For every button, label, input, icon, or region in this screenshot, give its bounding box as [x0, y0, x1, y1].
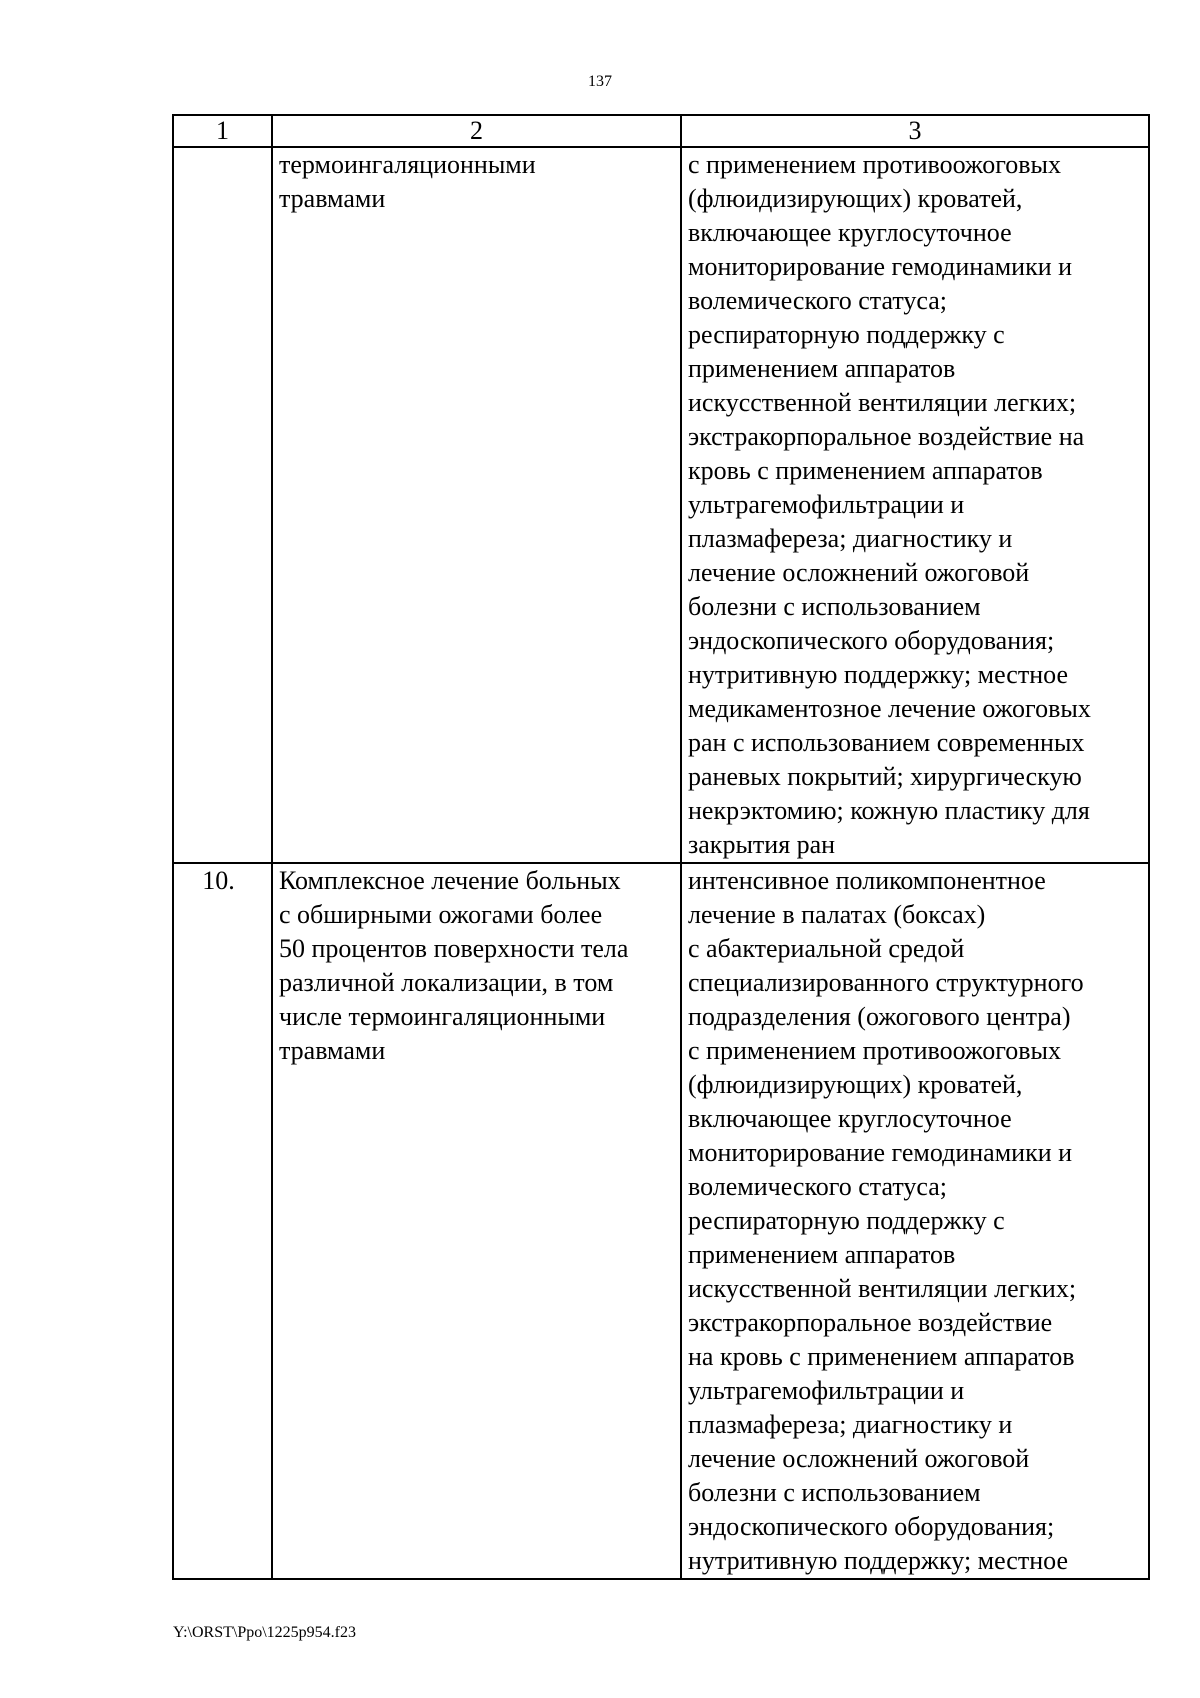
- treatment-description-line: экстракорпоральное воздействие: [688, 1308, 1053, 1337]
- treatment-description-line: нутритивную поддержку; местное: [688, 660, 1068, 689]
- page-number: 137: [588, 73, 612, 90]
- document-table: [172, 114, 1150, 1580]
- treatment-description-line: экстракорпоральное воздействие на: [688, 422, 1085, 451]
- treatment-name-cell: [272, 863, 681, 1579]
- treatment-description-line: эндоскопического оборудования;: [688, 1512, 1055, 1541]
- column-header-2: 2: [272, 115, 681, 147]
- treatment-description-line: нутритивную поддержку; местное: [688, 1546, 1068, 1575]
- treatment-description-line: эндоскопического оборудования;: [688, 626, 1055, 655]
- treatment-description-line: включающее круглосуточное: [688, 218, 1012, 247]
- treatment-description-line: закрытия ран: [688, 830, 836, 859]
- treatment-description-line: ультрагемофильтрации и: [688, 490, 965, 519]
- treatment-name-cell: [272, 147, 681, 863]
- treatment-description-line: плазмафереза; диагностику и: [688, 1410, 1013, 1439]
- treatment-description-line: некрэктомию; кожную пластику для: [688, 796, 1090, 825]
- treatment-description-line: искусственной вентиляции легких;: [688, 388, 1077, 417]
- treatment-description-line: болезни с использованием: [688, 592, 981, 621]
- treatment-name-line: термоингаляционными: [279, 150, 536, 179]
- treatment-description-line: медикаментозное лечение ожоговых: [688, 694, 1091, 723]
- treatment-description-line: интенсивное поликомпонентное: [688, 866, 1046, 895]
- treatment-name-line: травмами: [279, 184, 386, 213]
- treatment-description-cell: [681, 147, 1149, 863]
- row-number-cell: [173, 147, 272, 863]
- treatment-description-line: специализированного структурного: [688, 968, 1084, 997]
- treatment-name-line: травмами: [279, 1036, 386, 1065]
- treatment-description-line: мониторирование гемодинамики и: [688, 252, 1073, 281]
- treatment-name-line: Комплексное лечение больных: [279, 866, 621, 895]
- treatment-description-line: раневых покрытий; хирургическую: [688, 762, 1082, 791]
- treatment-description-line: применением аппаратов: [688, 1240, 956, 1269]
- treatment-description-line: лечение в палатах (боксах): [688, 900, 986, 929]
- column-header-3: 3: [681, 115, 1149, 147]
- table-row: [173, 147, 1149, 863]
- treatment-description-line: плазмафереза; диагностику и: [688, 524, 1013, 553]
- treatment-description-line: подразделения (ожогового центра): [688, 1002, 1071, 1031]
- treatment-description-cell: [681, 863, 1149, 1579]
- table-header-row: [173, 115, 1149, 147]
- treatment-description-line: лечение осложнений ожоговой: [688, 1444, 1030, 1473]
- treatment-description-line: ультрагемофильтрации и: [688, 1376, 965, 1405]
- treatment-description-line: волемического статуса;: [688, 1172, 947, 1201]
- footer-file-path: Y:\ORST\Ppo\1225p954.f23: [173, 1624, 356, 1641]
- treatment-name-line: с обширными ожогами более: [279, 900, 603, 929]
- treatment-name-line: различной локализации, в том: [279, 968, 614, 997]
- treatment-description-line: с применением противоожоговых: [688, 1036, 1062, 1065]
- row-number-cell: 10.: [173, 863, 272, 1579]
- treatment-description-line: болезни с использованием: [688, 1478, 981, 1507]
- treatment-description-line: с абактериальной средой: [688, 934, 965, 963]
- treatment-description-line: применением аппаратов: [688, 354, 956, 383]
- column-header-1: 1: [173, 115, 272, 147]
- treatment-description-line: волемического статуса;: [688, 286, 947, 315]
- treatment-description-line: включающее круглосуточное: [688, 1104, 1012, 1133]
- treatment-name-line: числе термоингаляционными: [279, 1002, 606, 1031]
- treatment-description-line: (флюидизирующих) кроватей,: [688, 1070, 1023, 1099]
- treatment-description-line: лечение осложнений ожоговой: [688, 558, 1030, 587]
- treatment-description-line: ран с использованием современных: [688, 728, 1085, 757]
- treatment-description-line: респираторную поддержку с: [688, 1206, 1005, 1235]
- treatment-description-line: искусственной вентиляции легких;: [688, 1274, 1077, 1303]
- treatment-description-line: кровь с применением аппаратов: [688, 456, 1043, 485]
- treatment-description-line: на кровь с применением аппаратов: [688, 1342, 1075, 1371]
- treatment-description-line: (флюидизирующих) кроватей,: [688, 184, 1023, 213]
- table-row: [173, 863, 1149, 1579]
- treatment-description-line: мониторирование гемодинамики и: [688, 1138, 1073, 1167]
- treatment-description-line: с применением противоожоговых: [688, 150, 1062, 179]
- treatment-name-line: 50 процентов поверхности тела: [279, 934, 629, 963]
- treatment-description-line: респираторную поддержку с: [688, 320, 1005, 349]
